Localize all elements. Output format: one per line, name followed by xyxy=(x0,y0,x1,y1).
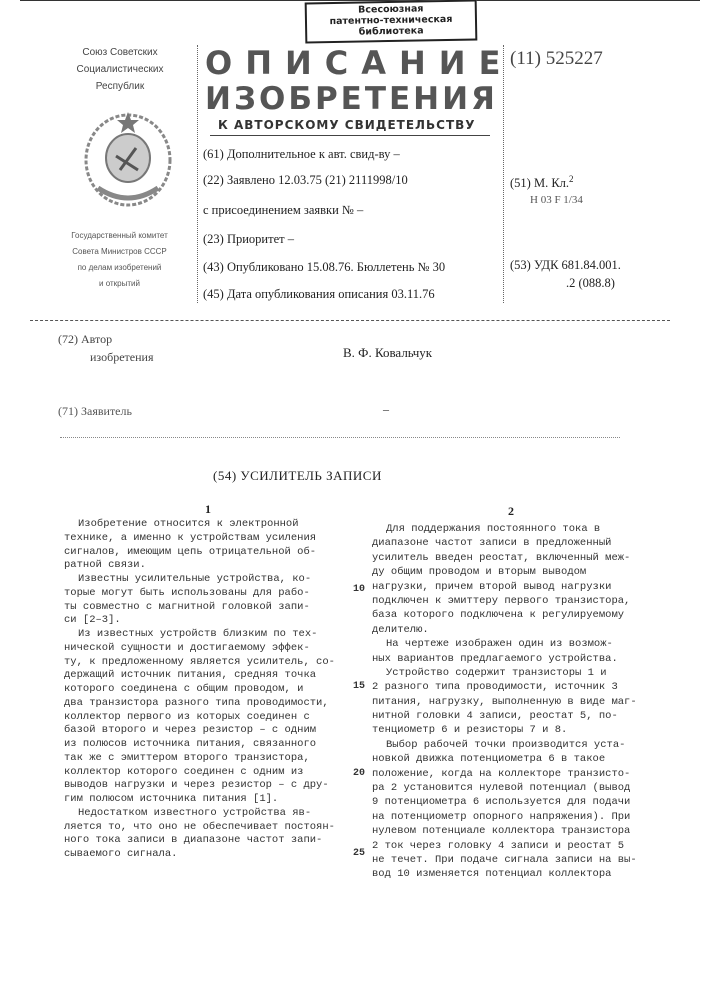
text-line: ду общим проводом и вторым выводом xyxy=(372,565,637,579)
line-number: 20 xyxy=(353,768,365,780)
text-line: 9 потенциометра 6 используется для подачи xyxy=(372,795,637,809)
library-stamp xyxy=(305,0,478,43)
stamp-line: патентно-техническая xyxy=(307,14,475,28)
field-23: (23) Приоритет – xyxy=(203,232,294,247)
document-title: ОПИСАНИЕ xyxy=(205,46,513,80)
text-line: питания, нагрузку, выполненную в виде маг- xyxy=(372,695,637,709)
text-line: Для поддержания постоянного тока в xyxy=(372,522,637,536)
text-line: на потенциометр опорного напряжения). При xyxy=(372,810,637,824)
classification: Н 03 F 1/34 xyxy=(530,193,583,208)
text-line: ра 2 установится нулевой потенциал (вывод xyxy=(372,781,637,795)
text-line: Изобретение относится к электронной xyxy=(64,518,335,532)
column-number-1: 1 xyxy=(205,502,211,516)
text-line: Недостатком известного устройства яв- xyxy=(64,807,335,821)
text-line: Выбор рабочей точки производится уста- xyxy=(372,738,637,752)
committee-line: Совета Министров СССР xyxy=(52,244,187,260)
text-line: из полюсов источника питания, связанного xyxy=(64,738,335,752)
text-line: сываемого сигнала. xyxy=(64,848,335,862)
text-line: ного тока записи в диапазоне частот запи- xyxy=(64,834,335,848)
text-line: ных вариантов предлагаемого устройства. xyxy=(372,652,637,666)
text-line: 2 ток через головку 4 записи и реостат 5 xyxy=(372,839,637,853)
text-line: 2 разного типа проводимости, источник 3 xyxy=(372,680,637,694)
union-line: Союз Советских xyxy=(60,44,180,61)
header-rule xyxy=(30,320,670,322)
text-line: Из известных устройств близким по тех- xyxy=(64,628,335,642)
author-label: (72) Автор xyxy=(58,332,112,346)
text-line: диапазоне частот записи в предложенный xyxy=(372,536,637,550)
subtitle-underline xyxy=(210,135,490,136)
text-line: технике, а именно к устройствам усиления xyxy=(64,532,335,546)
text-line: Известны усилительные устройства, ко- xyxy=(64,573,335,587)
udc-continuation: .2 (088.8) xyxy=(566,276,615,291)
column-number-2: 2 xyxy=(508,504,514,518)
invention-title: (54) УСИЛИТЕЛЬ ЗАПИСИ xyxy=(213,468,382,483)
text-line: ты совместно с магнитной головкой запи- xyxy=(64,601,335,615)
field-53: (53) УДК 681.84.001. xyxy=(510,258,621,273)
text-line: новкой движка потенциометра 6 в такое xyxy=(372,752,637,766)
document-subtitle: К АВТОРСКОМУ СВИДЕТЕЛЬСТВУ xyxy=(218,119,476,132)
text-line: вод 10 изменяется потенциал коллектора xyxy=(372,867,637,881)
author-name: В. Ф. Ковальчук xyxy=(343,345,432,360)
text-line: Устройство содержит транзисторы 1 и xyxy=(372,666,637,680)
text-line: базой второго и через резистор – с одним xyxy=(64,724,335,738)
text-line: не течет. При подаче сигнала записи на вы- xyxy=(372,853,637,867)
stamp-line: Всесоюзная xyxy=(307,3,475,17)
committee-line: и открытий xyxy=(52,276,187,292)
text-line: нической сущности и достигаемому эффек- xyxy=(64,642,335,656)
committee-line: по делам изобретений xyxy=(52,260,187,276)
text-line: ту, к предложенному является усилитель, со- xyxy=(64,656,335,670)
union-line: Социалистических xyxy=(60,61,180,78)
text-line: тенциометр 6 и резисторы 7 и 8. xyxy=(372,723,637,737)
patent-number: (11) 525227 xyxy=(510,48,603,70)
committee-line: Государственный комитет xyxy=(52,228,187,244)
stamp-line: библиотека xyxy=(307,25,475,39)
field-22: (22) Заявлено 12.03.75 (21) 2111998/10 xyxy=(203,173,408,188)
applicant-label: (71) Заявитель xyxy=(58,404,132,419)
committee-name xyxy=(52,228,187,292)
left-column xyxy=(64,518,335,862)
author-label-2: изобретения xyxy=(90,350,153,364)
text-line: ляется то, что оно не обеспечивает постоян- xyxy=(64,821,335,835)
state-emblem-icon xyxy=(78,108,178,213)
divider-left xyxy=(197,45,199,303)
text-line: си [2–3]. xyxy=(64,614,335,628)
right-column xyxy=(372,522,637,882)
text-line: нулевом потенциале коллектора транзистора xyxy=(372,824,637,838)
text-line: положение, когда на коллекторе транзисто- xyxy=(372,767,637,781)
divider-right xyxy=(503,45,505,303)
text-line: выводов нагрузки и через резистор – с дру- xyxy=(64,779,335,793)
field-43: (43) Опубликовано 15.08.76. Бюллетень № 30 xyxy=(203,260,445,275)
field-join: с присоединением заявки № – xyxy=(203,203,363,218)
line-number: 25 xyxy=(353,848,365,860)
field-45: (45) Дата опубликования описания 03.11.76 xyxy=(203,287,435,302)
text-line: ратной связи. xyxy=(64,559,335,573)
field-51-sup: 2 xyxy=(569,174,574,184)
applicant-value: – xyxy=(383,402,389,417)
text-line: усилитель введен реостат, включенный меж- xyxy=(372,551,637,565)
field-61: (61) Дополнительное к авт. свид-ву – xyxy=(203,147,400,162)
text-line: нагрузки, причем второй вывод нагрузки xyxy=(372,580,637,594)
text-line: подключен к эмиттеру первого транзистора, xyxy=(372,594,637,608)
text-line: коллектор которого соединен с одним из xyxy=(64,766,335,780)
union-name xyxy=(60,44,180,95)
text-line: На чертеже изображен один из возмож- xyxy=(372,637,637,651)
text-line: база которого подключена к регулируемому xyxy=(372,608,637,622)
field-51 xyxy=(510,172,574,191)
parties-rule xyxy=(60,437,620,439)
text-line: держащий источник питания, средняя точка xyxy=(64,669,335,683)
text-line: делителю. xyxy=(372,623,637,637)
text-line: торые могут быть использованы для рабо- xyxy=(64,587,335,601)
text-line: гим полюсом источника питания [1]. xyxy=(64,793,335,807)
text-line: коллектор первого из которых соединен с xyxy=(64,711,335,725)
text-line: так же с эмиттером второго транзистора, xyxy=(64,752,335,766)
union-line: Республик xyxy=(60,78,180,95)
field-51-label: (51) М. Кл. xyxy=(510,176,569,190)
document-title-2: ИЗОБРЕТЕНИЯ xyxy=(205,82,498,116)
text-line: нитной головки 4 записи, реостат 5, по- xyxy=(372,709,637,723)
text-line: которого соединена с общим проводом, и xyxy=(64,683,335,697)
line-number: 15 xyxy=(353,681,365,693)
line-number: 10 xyxy=(353,584,365,596)
text-line: два транзистора разного типа проводимости, xyxy=(64,697,335,711)
text-line: сигналов, имеющим цепь отрицательной об- xyxy=(64,546,335,560)
